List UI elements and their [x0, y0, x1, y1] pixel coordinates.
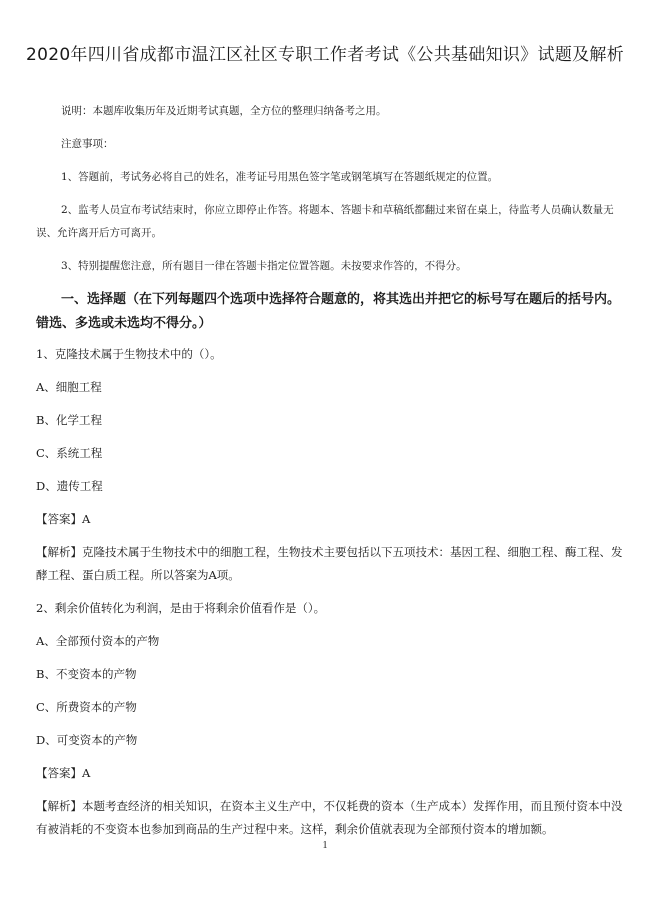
notice-heading: 注意事项：	[61, 138, 114, 150]
question-analysis: 【解析】本题考查经济的相关知识，在资本主义生产中，不仅耗费的资本（生产成本）发挥作用，而且预付资本中没有被消耗的不变资本也参加到商品的生产过程中来。这样，剩余价值就表现为全部预付资本的增加额。	[36, 799, 623, 836]
question-analysis: 【解析】克隆技术属于生物技术中的细胞工程，生物技术主要包括以下五项技术：基因工程、细胞工程、酶工程、发酵工程、蛋白质工程。所以答案为A项。	[36, 545, 623, 582]
question-option: A、细胞工程	[36, 380, 102, 394]
question-answer: 【答案】A	[36, 512, 91, 526]
question-option: D、遗传工程	[36, 479, 103, 493]
question-stem: 1、克隆技术属于生物技术中的（）。	[36, 347, 222, 361]
question-option: A、全部预付资本的产物	[36, 634, 160, 648]
notice-item: 3、特别提醒您注意，所有题目一律在答题卡指定位置答题。未按要求作答的，不得分。	[61, 260, 467, 272]
page-number: 1	[322, 840, 328, 851]
question-answer: 【答案】A	[36, 766, 91, 780]
section-title: 一、选择题（在下列每题四个选项中选择符合题意的，将其选出并把它的标号写在题后的括号内。错选、多选或未选均不得分。）	[36, 292, 621, 331]
question-option: C、系统工程	[36, 446, 103, 460]
question-option: D、可变资本的产物	[36, 733, 138, 747]
question-stem: 2、剩余价值转化为利润，是由于将剩余价值看作是（）。	[36, 601, 326, 615]
notice-item: 2、监考人员宣布考试结束时，你应立即停止作答。将题本、答题卡和草稿纸都翻过来留在桌上，待监考人员确认数量无误、允许离开后方可离开。	[36, 204, 614, 239]
question-option: B、不变资本的产物	[36, 667, 137, 681]
question-option: C、所费资本的产物	[36, 700, 137, 714]
intro-text: 说明：本题库收集历年及近期考试真题，全方位的整理归纳备考之用。	[61, 105, 387, 117]
question-option: B、化学工程	[36, 413, 102, 427]
notice-item: 1、答题前，考试务必将自己的姓名，准考证号用黑色签字笔或钢笔填写在答题纸规定的位置。	[61, 171, 499, 183]
document-title: 2020年四川省成都市温江区社区专职工作者考试《公共基础知识》试题及解析	[25, 45, 625, 65]
